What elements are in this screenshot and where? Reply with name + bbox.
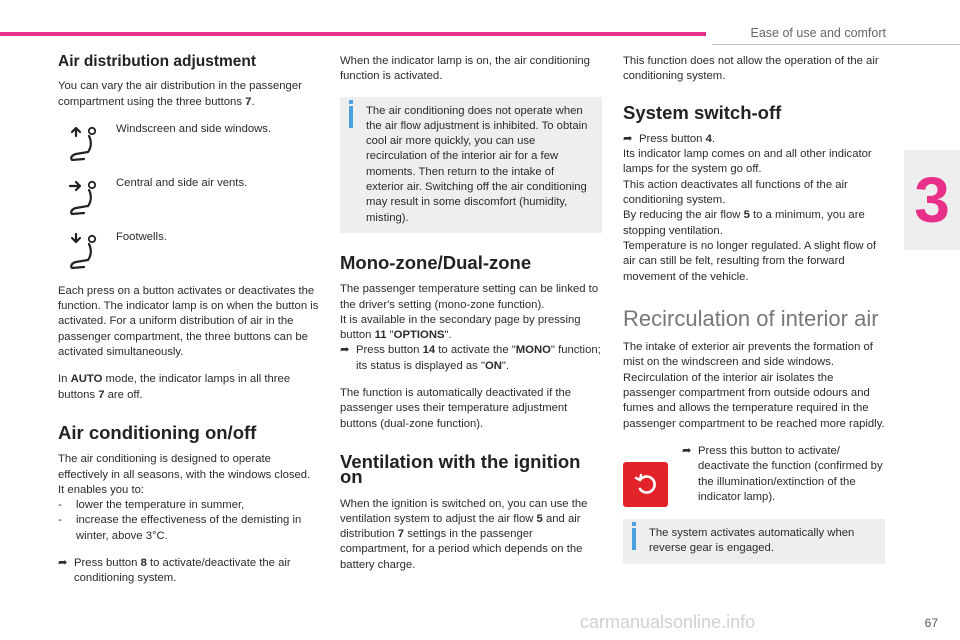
paragraph-press: Each press on a button activates or deactivates the function. The indicator lamp is on when the button is activated. For a uniform distribution of air in the passenger compartment, the three buttons can be activated simultaneously. — [58, 284, 319, 359]
recirculation-instruction — [623, 444, 885, 507]
paragraph-intro: You can vary the air distribution in the passenger compartment using the three buttons 7. — [58, 80, 302, 108]
footwells-icon — [62, 230, 102, 270]
paragraph-mono-avail: It is available in the secondary page by pressing button 11 "OPTIONS". — [340, 313, 581, 342]
paragraph-mono: The passenger temperature setting can be linked to the driver's setting (mono-zone function). — [340, 283, 599, 311]
distribution-central — [58, 176, 320, 216]
ac-enables: It enables you to: — [58, 483, 145, 496]
column-1 — [58, 54, 320, 587]
sys-text-a: Its indicator lamp comes on and all other indicator lamps for the system go off. — [623, 148, 872, 176]
column-2 — [340, 54, 602, 585]
heading-air-conditioning: Air conditioning on/off — [58, 421, 257, 443]
instruction-switch-off: ➦ Press button 4. — [623, 132, 885, 147]
section-title: Ease of use and comfort — [750, 26, 886, 40]
instruction-mono: ➦ Press button 14 to activate the "MONO" function; its status is displayed as "ON". — [340, 343, 602, 374]
arrow-bullet-icon: ➦ — [340, 344, 350, 357]
header-divider — [712, 44, 960, 45]
chapter-tab: 3 — [904, 150, 960, 250]
paragraph-mono-deact: The function is automatically deactivated if the passenger uses their temperature adjustment buttons (dual-zone function). — [340, 387, 572, 430]
paragraph-ac: The air conditioning is designed to operate effectively in all seasons, with the windows closed. — [58, 453, 311, 481]
header-accent-bar — [0, 32, 706, 36]
paragraph-intro: This function does not allow the operation of the air conditioning system. — [623, 55, 879, 83]
heading-system-switch-off: System switch-off — [623, 101, 782, 123]
sys-text-b: This action deactivates all functions of the air conditioning system. — [623, 178, 848, 207]
label-windscreen: Windscreen and side windows. — [116, 122, 272, 135]
instruction-ac: ➦ Press button 8 to activate/deactivate the air conditioning system. — [58, 556, 320, 587]
sys-text-c: By reducing the air flow 5 to a minimum, you are stopping ventilation. — [623, 209, 865, 237]
paragraph-recirculation: The intake of exterior air prevents the formation of mist on the windscreen and side windows. Recirculation of the interior air isolates the passenger compartment from outside odours and fumes and allows the temperature required in the passenger compartment to be reached more rapidly. — [623, 341, 885, 430]
info-note: The air conditioning does not operate when the air flow adjustment is inhibited. To obtain cool air more quickly, you can use recirculation of the interior air for a few moments. Then return to the intake of exterior air. Switching off the air conditioning may result in some discomfort (humidity, misting). — [340, 97, 602, 233]
watermark: carmanualsonline.info — [580, 612, 756, 632]
heading-recirculation: Recirculation of interior air — [623, 305, 879, 331]
paragraph-ventilation: When the ignition is switched on, you can use the ventilation system to adjust the air flow 5 and air distribution 7 settings in the passenger compartment, for a period which depends on the battery charge. — [340, 497, 588, 571]
windscreen-icon — [62, 122, 102, 162]
info-icon — [632, 528, 636, 550]
paragraph-lamp: When the indicator lamp is on, the air conditioning function is activated. — [340, 55, 590, 83]
instruction-recirculation: ➦ Press this button to activate/ deactivate the function (confirmed by the illumination/extinction of the indicator lamp). — [682, 444, 885, 507]
arrow-bullet-icon: ➦ — [682, 444, 692, 457]
label-footwells: Footwells. — [116, 230, 167, 243]
recirculation-button[interactable] — [623, 462, 668, 507]
info-note: The system activates automatically when reverse gear is engaged. — [623, 519, 885, 564]
distribution-footwells — [58, 230, 320, 270]
label-central: Central and side air vents. — [116, 176, 248, 189]
info-icon — [349, 106, 353, 128]
list-item: - increase the effectiveness of the demisting in winter, above 3°C. — [58, 514, 302, 542]
sys-text-d: Temperature is no longer regulated. A slight flow of air can still be felt, resulting from the forward movement of the vehicle. — [623, 239, 877, 283]
column-3 — [623, 54, 885, 576]
heading-mono-zone: Mono-zone/Dual-zone — [340, 251, 532, 273]
arrow-bullet-icon: ➦ — [58, 557, 68, 570]
heading-ventilation: Ventilation with the ignition on — [340, 450, 581, 488]
recirculation-icon — [631, 469, 661, 499]
central-vents-icon — [62, 176, 102, 216]
distribution-windscreen — [58, 122, 320, 162]
heading-air-distribution: Air distribution adjustment — [58, 53, 257, 70]
list-item: - lower the temperature in summer, — [58, 499, 245, 512]
arrow-bullet-icon: ➦ — [623, 132, 633, 145]
paragraph-auto: In AUTO mode, the indicator lamps in all three buttons 7 are off. — [58, 373, 291, 401]
page-number: 67 — [924, 616, 938, 630]
